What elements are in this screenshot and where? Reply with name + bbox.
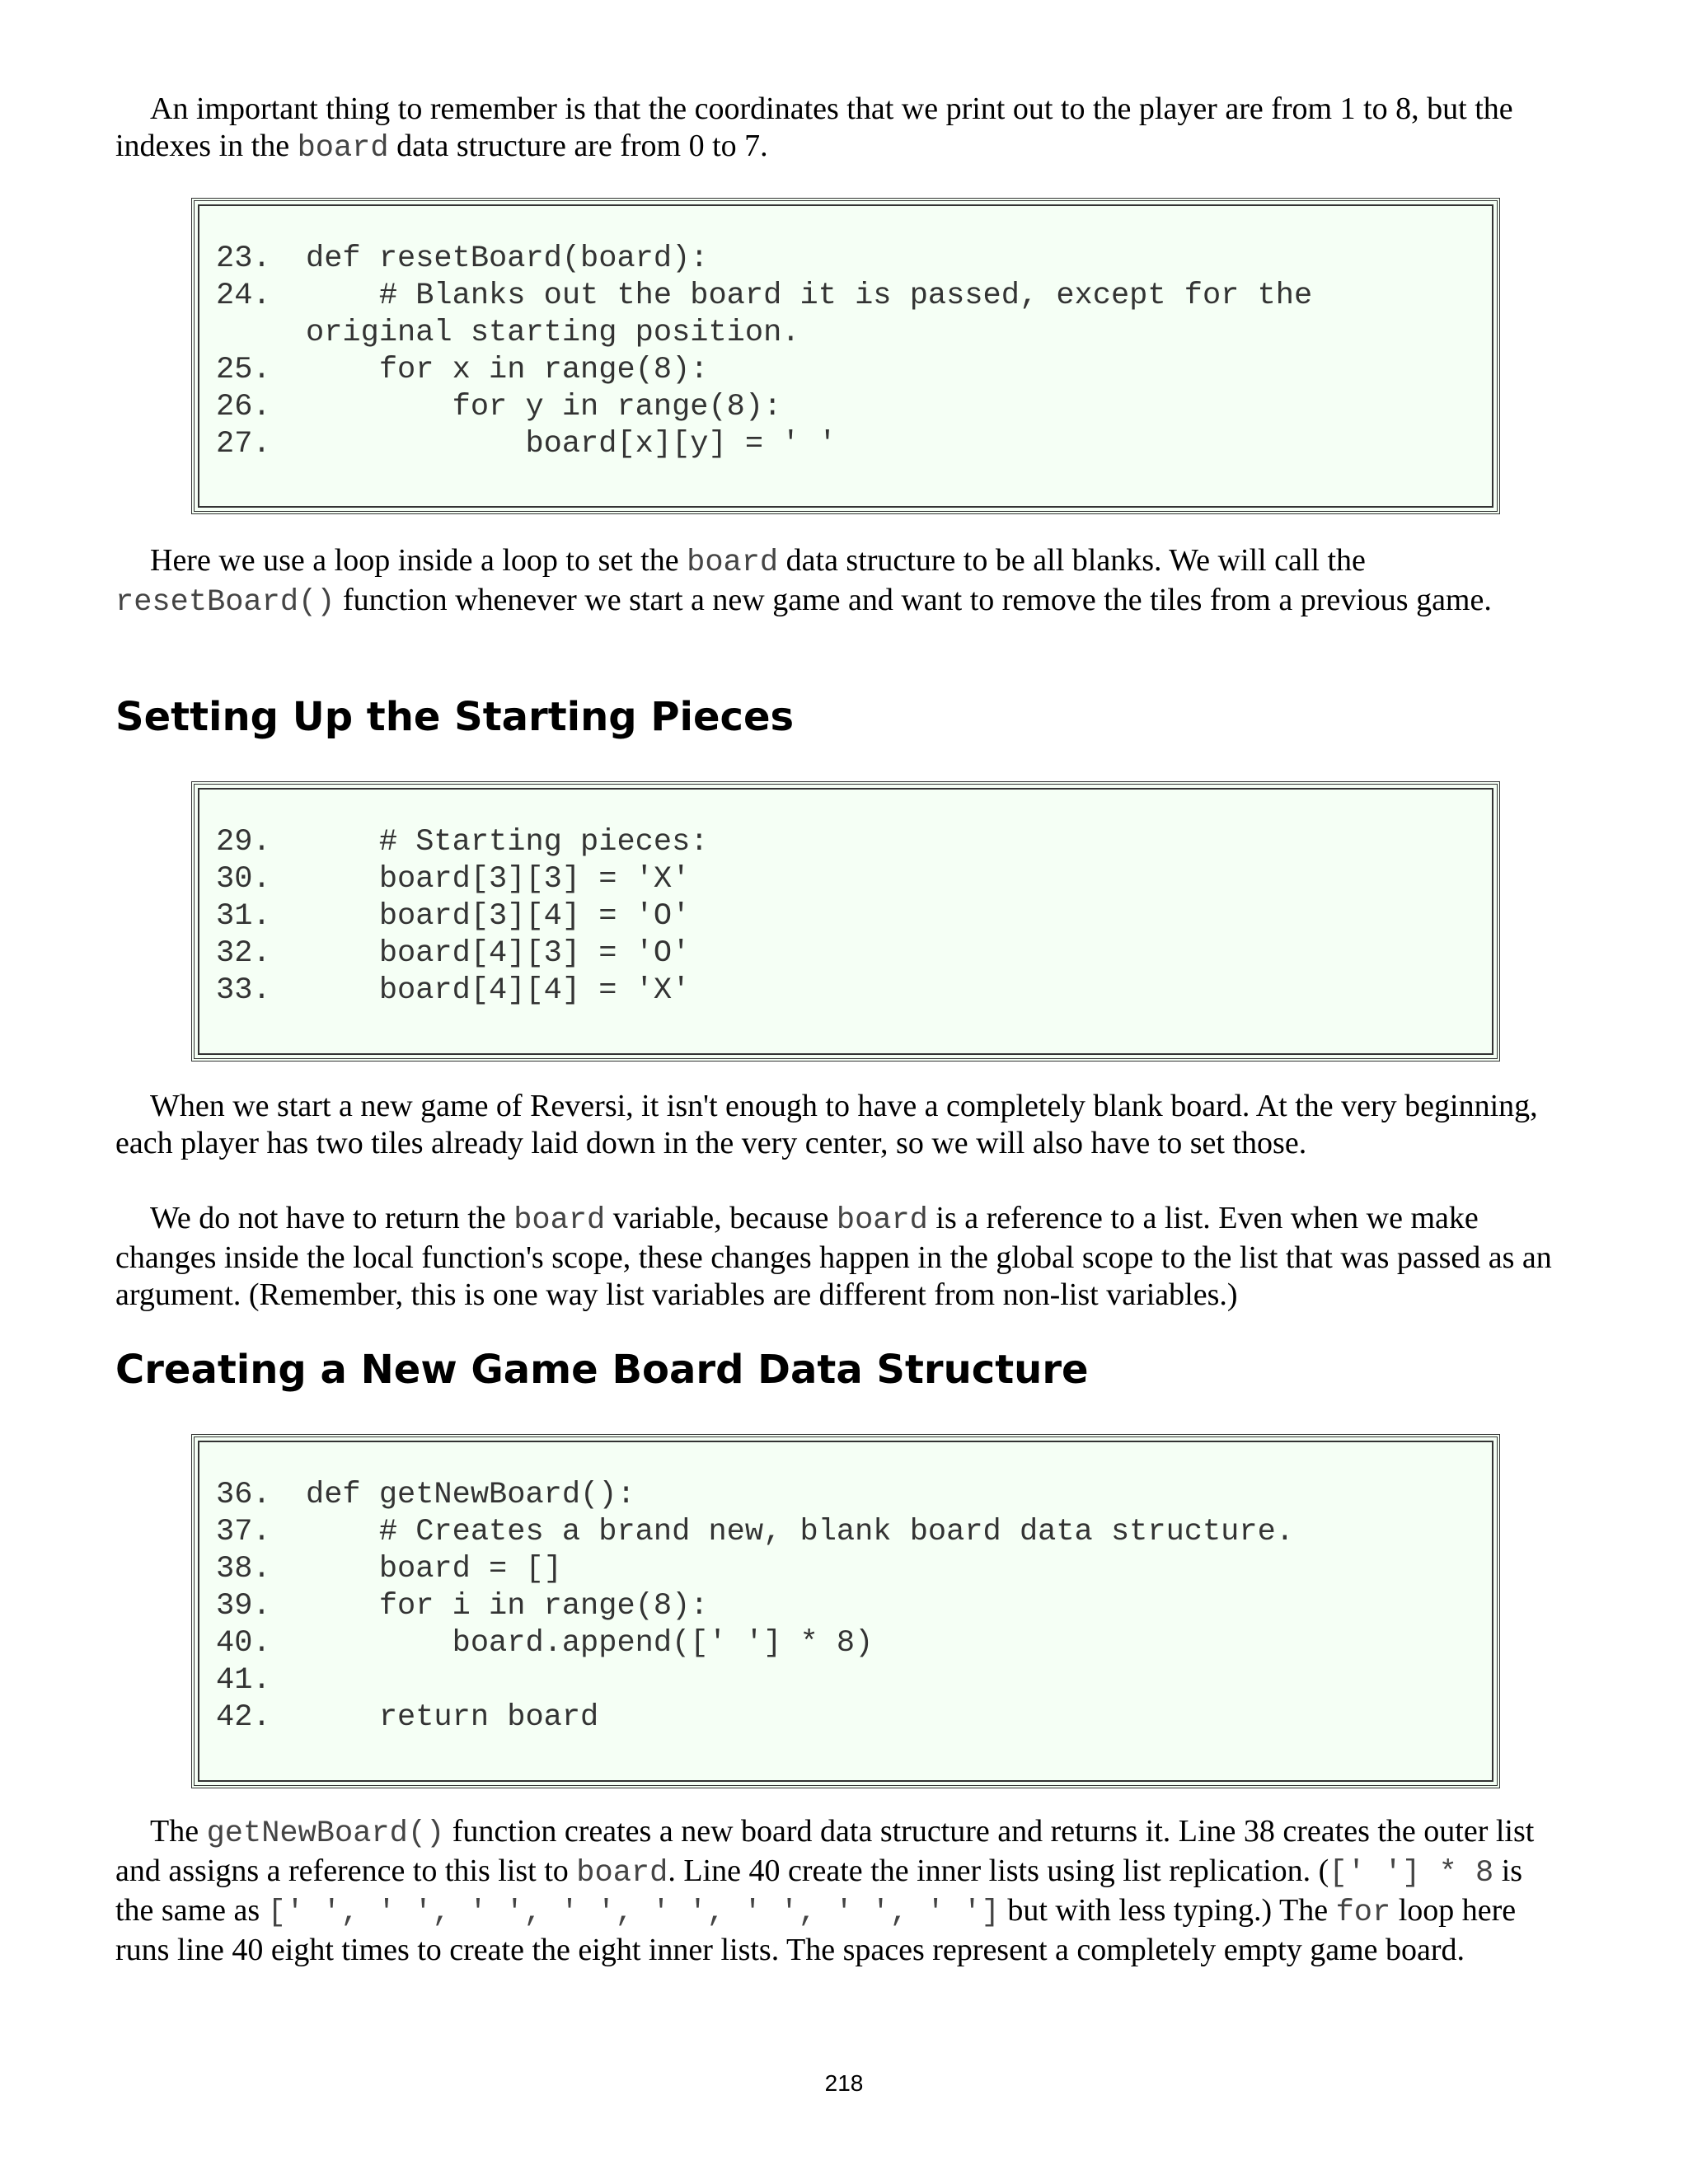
text: is the same as xyxy=(115,1854,1523,1928)
text: function whenever we start a new game and want to remove the tiles from a previous game. xyxy=(335,583,1492,617)
code-line: 24. # Blanks out the board it is passed, except for the xyxy=(216,279,1313,313)
code-line: 26. for y in range(8): xyxy=(216,390,782,424)
code-line: 31. board[3][4] = 'O' xyxy=(216,899,691,934)
inline-code: for xyxy=(1335,1896,1391,1930)
code-line: 25. for x in range(8): xyxy=(216,353,709,387)
paragraph-loop-inside-loop xyxy=(115,542,1566,621)
inline-code: board xyxy=(297,131,389,166)
text: loop here runs line 40 eight times to create the eight inner lists. The spaces represent a completely empty game board. xyxy=(115,1893,1517,1967)
code-line: 37. # Creates a brand new, blank board data structure. xyxy=(216,1515,1294,1549)
code-line: 29. # Starting pieces: xyxy=(216,825,709,860)
inline-code: resetBoard() xyxy=(115,585,335,620)
code-line: 23. def resetBoard(board): xyxy=(216,241,709,276)
code-line: 39. for i in range(8): xyxy=(216,1589,709,1624)
paragraph-new-game: When we start a new game of Reversi, it isn't enough to have a completely blank board. At the very beginning, each player has two tiles already laid down in the very center, so we will also have to set those. xyxy=(115,1089,1538,1160)
page-number: 218 xyxy=(824,2070,864,2096)
paragraph-get-new-board xyxy=(115,1813,1566,1969)
text: function creates a new board data structure and returns it. Line 38 creates the outer list and assigns a reference to this list to xyxy=(115,1814,1535,1888)
code-block-get-new-board xyxy=(191,1434,1500,1788)
text: The xyxy=(150,1814,207,1849)
inline-code: [' '] * 8 xyxy=(1329,1856,1494,1891)
text: . Line 40 create the inner lists using list replication. ( xyxy=(668,1854,1329,1888)
code-line: 41. xyxy=(216,1663,271,1698)
text: We do not have to return the xyxy=(150,1201,514,1235)
text: data structure to be all blanks. We will call the xyxy=(778,543,1366,578)
inline-code: board xyxy=(687,546,779,580)
inline-code: board xyxy=(576,1856,668,1891)
code-block-reset-board xyxy=(191,198,1500,514)
section-heading-new-game-board: Creating a New Game Board Data Structure xyxy=(115,1347,1089,1393)
inline-code: board xyxy=(836,1203,928,1238)
code-line: original starting position. xyxy=(306,316,800,350)
code-line: 32. board[4][3] = 'O' xyxy=(216,936,691,971)
code-line: 30. board[3][3] = 'X' xyxy=(216,862,691,897)
inline-code: getNewBoard() xyxy=(206,1816,445,1851)
code-line: 27. board[x][y] = ' ' xyxy=(216,427,837,462)
paragraph-coordinates xyxy=(115,91,1566,167)
text: is a reference to a list. Even when we make changes inside the local function's scope, these changes happen in the global scope to the list that was passed as an argument. (Remember, this is one way list variables are different from non-list variables.) xyxy=(115,1201,1552,1312)
paragraph-return-board xyxy=(115,1200,1566,1314)
text: An important thing to remember is that the coordinates that we print out to the player are from 1 to 8, but the indexes in the xyxy=(115,91,1513,163)
text: Here we use a loop inside a loop to set the xyxy=(150,543,687,578)
code-line: 36. def getNewBoard(): xyxy=(216,1478,635,1512)
text: but with less typing.) The xyxy=(999,1893,1336,1928)
text: variable, because xyxy=(605,1201,837,1235)
code-line: 33. board[4][4] = 'X' xyxy=(216,973,691,1008)
inline-code: board xyxy=(513,1203,606,1238)
text: data structure are from 0 to 7. xyxy=(388,129,768,163)
code-line: 38. board = [] xyxy=(216,1552,562,1586)
section-heading-starting-pieces: Setting Up the Starting Pieces xyxy=(115,694,795,740)
code-line: 42. return board xyxy=(216,1700,599,1735)
code-block-starting-pieces xyxy=(191,781,1500,1062)
inline-code: [' ', ' ', ' ', ' ', ' ', ' ', ' ', ' '] xyxy=(267,1896,1000,1930)
code-line: 40. board.append([' '] * 8) xyxy=(216,1626,874,1661)
